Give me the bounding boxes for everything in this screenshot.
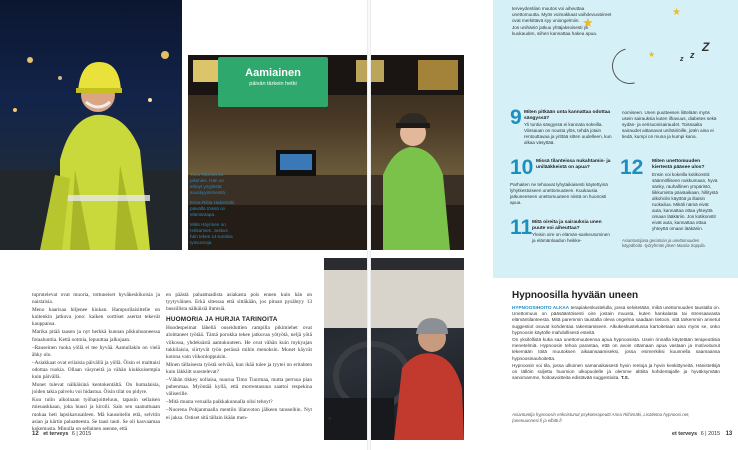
question-12-body — [652, 172, 720, 234]
left-page-number: 12 — [32, 431, 39, 437]
question-12 — [652, 159, 720, 171]
right-folio — [672, 431, 732, 437]
truck-driver-photo — [324, 258, 464, 440]
star-icon: ★ — [648, 50, 656, 59]
sleep-z-icon: Z — [702, 40, 710, 54]
section-subhead: HUOMORIA JA HURJIA TARINOITA — [166, 316, 278, 324]
question-number-10: 10 — [510, 156, 534, 179]
cafe-sign — [218, 57, 328, 107]
right-magazine-name: et terveys — [672, 431, 698, 437]
col1-paragraph: –Rauseinen ruoka yöllä ei tee hyvää. Aamullakin on vielä ähky olo. — [32, 344, 160, 358]
hypnosis-paragraph-2: On yksilöllistä kuka saa unettomuuteensa apua hypnoosista. Usein rinnalla käytetään terapeuttisia menetelmiä. Hypnoosin tehoa parantaa, että on avoin ottamaan apua vastaan ja motivoitunut tekemään töitä muutoksen aikaansaamiseksi, jossa esimerkiksi kuunnella saamaansa hypnoosinauhoitetta. — [512, 337, 720, 361]
question-11-text: Yleisin oire on elämän-sankeutuminen ja elämänlaadun heikke- — [532, 232, 610, 243]
col2-paragraph: –Vähän tikkey nollaisa, nuurua Timo Tuormaa, mutta perrsua pian pubenmaa. Myöntää kyllä, että morrentasuna saattoi respekina väliserille. — [166, 377, 312, 398]
box-intro — [512, 6, 612, 37]
hypnosis-article-body — [512, 305, 720, 382]
question-10 — [536, 159, 614, 171]
question-9 — [524, 110, 614, 146]
sleep-z-icon: z — [680, 56, 684, 63]
question-9-text: Yli tuntia sängyssä ei kannata sokeilla. Viissauan on nousta ylös, tehdä jotain rentouttavaa ja yrittää sitten uudelleen, kun alkaa väsyttää. — [524, 122, 612, 145]
box-credit — [622, 238, 720, 249]
caption-eeva: Eeva-Riitta Hakomäki päivällä töissä on elämäntapa. — [190, 200, 235, 217]
question-number-12: 12 — [620, 156, 644, 179]
cafe-sign-title: Aamiainen — [245, 67, 301, 79]
col1-paragraph: Monet tulevat nälkäisinä kentokentältä. On humalaisia, joiden takia palvelu voi hidastua. Öisin tilat on pidyre. — [32, 382, 160, 396]
col1-paragraph: Kuu tulin aikoinaan työharjoitteluun, tapasin sellaisen mieuaskkaan, joka huusi ja kiroili. Sain sen saanuttuaan ruokaa heti lapsikarusaileen. Mä kausoitelin että, selvitin asian ja kärtin paluatteesta. Se taasi tauti. Se oli kasvaamaa kokemusta. Minulla on sellainen asenne, että — [32, 397, 160, 432]
question-10-text: Parhaiten ne tehoavat lyhytaikaisesti käytettyinä lyhytkestoiseen unettomuuteen. Kuukausia jatkuneeseen unettomuuteen niistä on huonosti apua. — [510, 182, 608, 205]
col1-paragraph: Meno haarisaa hiljenee hiukan. Hampurilaisittelle on kuitenkin jatkuva jono: kaiken sorttiset asertat tekevät kauppansa. — [32, 307, 160, 328]
col2-paragraph: –Mitä muuta verualla paikkakunnalla olisi tehnyt? — [166, 399, 273, 406]
question-number-11: 11 — [510, 216, 533, 239]
question-9-continued — [622, 110, 720, 140]
col1-paragraph: –Asiakkaat ovat erilaisia päivällä ja yöllä. Öisin ei malttaisi odottaa ruokia. Ollaan väsyneitä ja vähän kiukkuisempia kuin päivällä. — [32, 359, 160, 381]
right-issue: 6 | 2015 — [700, 431, 721, 437]
caption-mika: Mikä Häyrinen on rekkamies. Joskus hän tekee 14-tuntisia työvuoroja. — [190, 222, 233, 245]
article-credit: Asiantuntija hypnoosin erikoistunut psykoterapeutti Anna Riihimäki, Lisätietoa hypnoosi.net, (unenuunnesi.fi ja elbitti.fi — [512, 412, 690, 423]
col1-paragraph: tuprutelevat ovat muoria, tottuneiset hyväkeskikoisia ja naistaisia. — [32, 292, 160, 306]
question-10-body — [510, 182, 614, 206]
page-gutter — [367, 0, 371, 450]
cafe-sign-subtitle: päivän tärkein hetki — [249, 81, 297, 87]
hypnosis-paragraph-1: terapiakeskustelulla, jossa selvitetään, mikä unettomuuden taustalla on. Unettomuus on pääsääntöisesti oire jostain muusta, kuten hankalasta tai stressaavasta elämäntilanteesta. Mitä paremmin taustalla oleva ongelma saadaan tietoon, sitä tarkemmin annetut suggestiot osuvat kohdentaa rakentamiseen. Alkukeskustelussa kartoitetaan aina myös se, onko hypnoosin käytölle mahdollisesti esteitä. — [512, 305, 720, 335]
left-folio — [32, 431, 91, 437]
col1-paragraph: Marika pitää taasen ja nyt herkkä kunnan pikkuhuoneessa fotaaluuttia. Kettä ootmia, lepuuttaa jalkojaan. — [32, 329, 160, 343]
question-9-title: Miten pitkään unta kannattaa odottaa sängyssä? — [524, 110, 611, 121]
question-10-title: Missä tilanteissa nukahtamis- ja unilääkkeistä on apua? — [536, 159, 611, 170]
box-credit-text: Asiantuntijana geriatrian ja unettomuuden käypähoito -työryhmän jäsen Maaria Soppila. — [622, 238, 706, 249]
col2-paragraph: en päästä paluattuadista asiakasta pois ennen kuin hän on tyytyväinen. Erkä sitessaa että sittäkään, jos pituan pysähtyy 13 bussillista nälkäisiä ihmisiä. — [166, 292, 312, 313]
hypnosis-paragraph — [512, 363, 720, 382]
right-page-number: 13 — [725, 431, 733, 437]
article-kicker: HYPNOOSIHOITO ALKAA — [512, 305, 570, 310]
night-worker-illustration — [0, 0, 182, 250]
question-number-9: 9 — [510, 106, 522, 129]
photo-caption — [190, 172, 236, 246]
col2-paragraph: Huodespeimat lähellä ouseiduttien rampilla pikimiehet ovat aloittaneet työtää. Tämä porukka tekee jatkuvaa yötyötä, neljä yötä viikossa, yhdeksästä aamukuuteen. He ovat vähän kuin mykyajan tukkilaisia, siirtyvät työn perässä mihin menoksin. Monet käyvät kotona vain viikonloppuisin. — [166, 325, 312, 360]
hypnosis-paragraph-3: Hypnoosin voi tila, jossa ulkoinen samanaikaisesti hyvin rentoja ja hyvin keskittyneitä. Hänistetkijä on tällöin suljettu huomion ulkopuolelle ja olemme alttiita kohdentajalle ja hyväksymään sanomamme, hoitoavoitteita edistävää suggestioita. — [512, 362, 720, 381]
question-12-text: Ensin voi kokeilla kotikonstit: säännölliseen nukkumaan, hyvä sänky, rauhallinen ympäristö, liikkumista päiväaikaan, hillitystä alkoholin käyttöä ja iltaisin ruokailua. Mikäli nämä eivät auta, kannattaa ottaa yhteyttä omaan lääkäriin. Jos kotikonstit eivät auta, kannattaa ottaa yhteyttä omaan lääkäriin. — [652, 172, 718, 231]
question-11-title: Mitä oireita ja sairauksia unen puute voi aiheuttaa? — [532, 220, 602, 231]
box-intro-text-2: Jos unihäiriö jatkuu yhtäjaksoisesti yli kuukauden, siihen kannattaa hakea apua. — [512, 25, 598, 36]
caption-timo: Timo Tuorma on pikimies. Hän on tekoyt yöyjöistä suuskyyimmeistä. — [190, 172, 227, 195]
author-initials: T.S. — [620, 375, 630, 381]
col2-paragraph: Minen tällaisesta työstä selviää, kun ikää tulee ja tyytei on eritahten kuin läkkiitt suostelevat? — [166, 361, 312, 375]
truck-driver-illustration — [324, 258, 464, 440]
question-12-title: Miten unettomuuden kiertestä pääsee ulos? — [652, 159, 705, 170]
col2-paragraph: –Nuorena Pohjanmaalla mentiin illanvoton jälkeen tansseihin. Nyt ei jaksa. Ostiset sitä tällain ikään men- — [166, 407, 312, 421]
box-intro-text: terveydentilan muutos voi aiheuttaa unettomuutta. Myös voimakkaat vaihdevuosiireet ovat merkittävä syy uniongelmiin. — [512, 6, 612, 23]
star-icon: ★ — [582, 15, 594, 30]
left-issue: 6 | 2015 — [71, 431, 92, 437]
left-magazine-name: et terveys — [43, 431, 69, 437]
question-11 — [532, 220, 614, 244]
article-title: Hypnoosilla hyvään uneen — [512, 290, 639, 301]
article-column-2 — [166, 292, 312, 423]
continue-arrow: » — [328, 416, 332, 422]
sleep-z-icon: z — [690, 50, 695, 60]
night-worker-photo — [0, 0, 182, 250]
question-9-continued-text: nomiseen. Unen puutteesen liittelään myös usein sairauksia kuten ilhavuus, diabetes sekä sydän- ja verisuonisairaudet. Toissaalta sairaudet aittanavat unihäiriöille, jotén aina ei tiedä, kumpi on muna ja kumpi kana. — [622, 110, 717, 139]
article-column-1 — [32, 292, 160, 434]
hypnosis-paragraph — [512, 305, 720, 336]
star-icon: ★ — [672, 7, 681, 18]
